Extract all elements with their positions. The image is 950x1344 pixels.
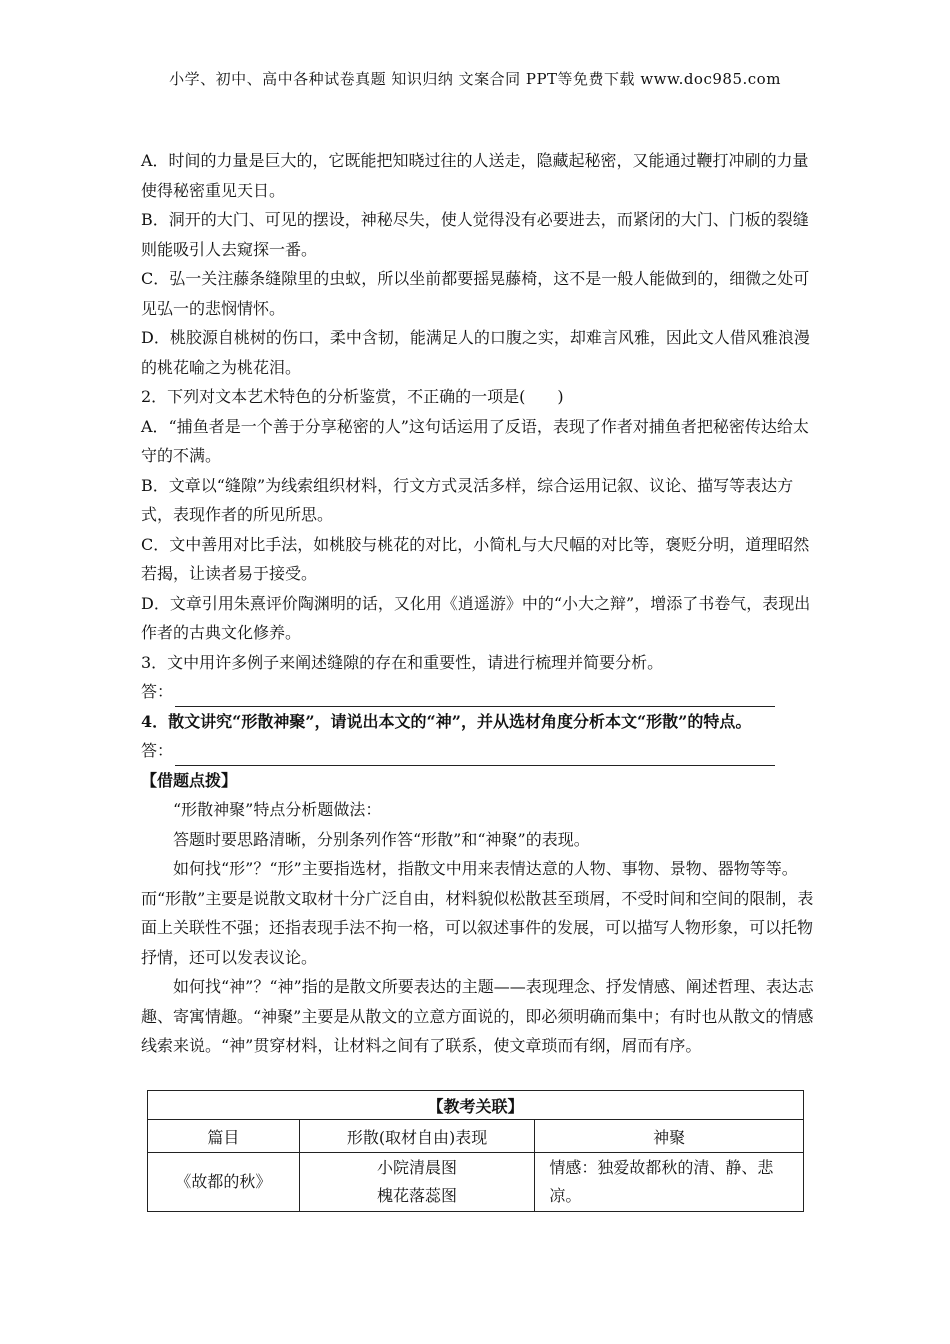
q2-option-b: B．文章以“缝隙”为线索组织材料，行文方式灵活多样，综合运用记叙、议论、描写等表达方式，表现作者的所见所思。 (141, 475, 794, 524)
tip-paragraph: “形散神聚”特点分析题做法： (173, 800, 382, 819)
q1-option-c: C．弘一关注藤条缝隙里的虫蚁，所以坐前都要摇晃藤椅，这不是一般人能做到的，细微之处可见弘一的悲悯情怀。 (141, 269, 810, 318)
tip-title: 【借题点拨】 (141, 770, 238, 790)
q4-answer (141, 736, 821, 766)
tip-paragraph: 答题时要思路清晰，分别条列作答“形散”和“神聚”的表现。 (173, 829, 590, 849)
q4-answer-line[interactable] (175, 747, 775, 766)
q2-option-d: D．文章引用朱熹评价陶渊明的话，又化用《逍遥游》中的“小大之辩”，增添了书卷气，表现出作者的古典文化修养。 (141, 593, 811, 642)
q3-answer-line[interactable] (175, 688, 775, 707)
q1-option-a: A．时间的力量是巨大的，它既能把知晓过往的人送走，隐藏起秘密，又能通过鞭打冲刷的力量使得秘密重见天日。 (141, 151, 809, 200)
teaching-exam-table (147, 1090, 804, 1212)
q2-option-a: A．“捕鱼者是一个善于分享秘密的人”这句话运用了反语，表现了作者对捕鱼者把秘密传达给太守的不满。 (141, 416, 809, 465)
row-form-item: 小院清晨图 (377, 1158, 458, 1177)
row-spirit: 情感：独爱故都秋的清、静、悲凉。 (535, 1153, 804, 1212)
row-form (299, 1153, 535, 1212)
table-header-spirit: 神聚 (535, 1120, 804, 1153)
table-row (148, 1153, 804, 1212)
q2-stem: 2．下列对文本艺术特色的分析鉴赏，不正确的一项是( ) (141, 387, 564, 406)
q3-answer (141, 677, 821, 707)
row-title: 《故都的秋》 (148, 1153, 300, 1212)
q3-stem: 3．文中用许多例子来阐述缝隙的存在和重要性，请进行梳理并简要分析。 (141, 652, 664, 672)
q1-option-d: D．桃胶源自桃树的伤口，柔中含韧，能满足人的口腹之实，却难言风雅，因此文人借风雅浪漫的桃花喻之为桃花泪。 (141, 328, 810, 377)
table-title: 【教考关联】 (148, 1091, 804, 1120)
q3-answer-label: 答： (141, 682, 174, 701)
q2-option-c: C．文中善用对比手法，如桃胶与桃花的对比，小简札与大尺幅的对比等，褒贬分明，道理昭然若揭，让读者易于接受。 (141, 534, 810, 583)
table-header-form: 形散(取材自由)表现 (299, 1120, 535, 1153)
tip-paragraph: 如何找“形”？“形”主要指选材，指散文中用来表情达意的人物、事物、景物、器物等等。而“形散”主要是说散文取材十分广泛自由，材料貌似松散甚至琐屑，不受时间和空间的限制，表面上关联性不强；还指表现手法不拘一格，可以叙述事件的发展，可以描写人物形象，可以托物抒情，还可以发表议论。 (141, 859, 814, 967)
tip-paragraph: 如何找“神”？“神”指的是散文所要表达的主题——表现理念、抒发情感、阐述哲理、表达志趣、寄寓情趣。“神聚”主要是从散文的立意方面说的，即必须明确而集中；有时也从散文的情感线索来说。“神”贯穿材料，让材料之间有了联系，使文章琐而有纲，屑而有序。 (141, 977, 814, 1055)
q1-option-b: B．洞开的大门、可见的摆设，神秘尽失，使人觉得没有必要进去，而紧闭的大门、门板的裂缝则能吸引人去窥探一番。 (141, 210, 809, 259)
page-header: 小学、初中、高中各种试卷真题 知识归纳 文案合同 PPT等免费下载 www.doc985.com (169, 70, 781, 88)
row-form-item: 槐花落蕊图 (377, 1186, 458, 1205)
table-header-title: 篇目 (148, 1120, 300, 1153)
question-content (141, 146, 821, 1061)
q4-stem: 4．散文讲究“形散神聚”，请说出本文的“神”，并从选材角度分析本文“形散”的特点。 (141, 711, 752, 731)
q4-answer-label: 答： (141, 741, 174, 760)
